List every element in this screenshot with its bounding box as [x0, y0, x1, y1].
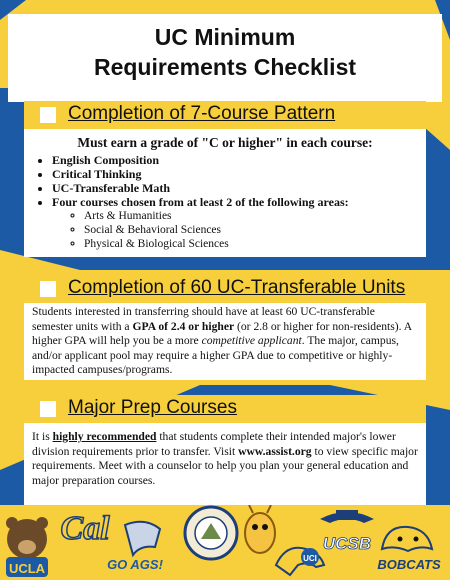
cal-text: Cal [60, 510, 110, 547]
list-item-label: Four courses chosen from at least 2 of the following areas: [52, 195, 349, 209]
checkbox-icon[interactable] [40, 401, 56, 417]
list-item: ◦ Social & Behavioral Sciences [84, 223, 349, 237]
ucsc-seal-logo [183, 505, 239, 561]
title-line-2: Requirements Checklist [93, 54, 357, 80]
list-item: ◦ Physical & Biological Sciences [84, 237, 349, 251]
section-60-units [24, 275, 426, 380]
section-paragraph [32, 430, 418, 488]
area-list [52, 209, 349, 251]
goags-logo [105, 517, 175, 577]
text: (or 2.8 or higher for non-residents). A higher GPA will help you be a more [32, 319, 412, 347]
text: . The major, campus, and/or applicant pool may require a higher GPA due to competitive or highly-impacted campuses/programs. [32, 334, 399, 376]
gpa-text: GPA of 2.4 or higher [132, 319, 235, 333]
list-item: • UC-Transferable Math [52, 181, 349, 195]
course-list [34, 153, 349, 251]
section-paragraph [32, 305, 418, 378]
goags-text: GO AGS! [107, 557, 163, 572]
section-7-course-pattern [24, 101, 426, 257]
section-subheading: Must earn a grade of "C or higher" in each course: [77, 135, 373, 150]
text: to view specific major requirements. Meet with a counselor to help you plan your general education and major preparation courses. [32, 444, 418, 487]
ucm-bobcat-logo [372, 519, 446, 577]
text: that students complete their intended major's lower division requirements prior to transfer. Visit [32, 430, 396, 458]
list-item: • Critical Thinking [52, 167, 349, 181]
text: It is [32, 430, 53, 443]
section-heading: Completion of 7-Course Pattern [68, 103, 336, 124]
text: Students interested in transferring should have at least 60 UC-transferable semester units with a [32, 305, 375, 333]
campus-logos [0, 505, 450, 580]
list-item: ◦ Arts & Humanities [84, 209, 349, 223]
emphasis-text: competitive applicant [201, 334, 302, 347]
section-header [24, 101, 426, 129]
emphasis-text: highly recommended [52, 430, 157, 443]
section-header [24, 395, 426, 423]
checkbox-icon[interactable] [40, 107, 56, 123]
title-panel [8, 14, 442, 102]
section-header [24, 275, 426, 303]
ucsb-text: UCSB [322, 534, 372, 553]
checkbox-icon[interactable] [40, 281, 56, 297]
ucla-text: UCLA [8, 561, 46, 576]
page-title [8, 14, 442, 82]
list-item: • English Composition [52, 153, 349, 167]
assist-link[interactable]: www.assist.org [238, 444, 312, 458]
section-heading: Major Prep Courses [68, 397, 237, 418]
ucla-bear-logo [4, 517, 50, 579]
bobcats-text: BOBCATS [377, 557, 441, 572]
list-item [52, 195, 349, 251]
title-line-1: UC Minimum [154, 24, 296, 50]
section-major-prep [24, 395, 426, 505]
section-heading: Completion of 60 UC-Transferable Units [68, 277, 406, 298]
uci-text: UCI [303, 554, 317, 563]
